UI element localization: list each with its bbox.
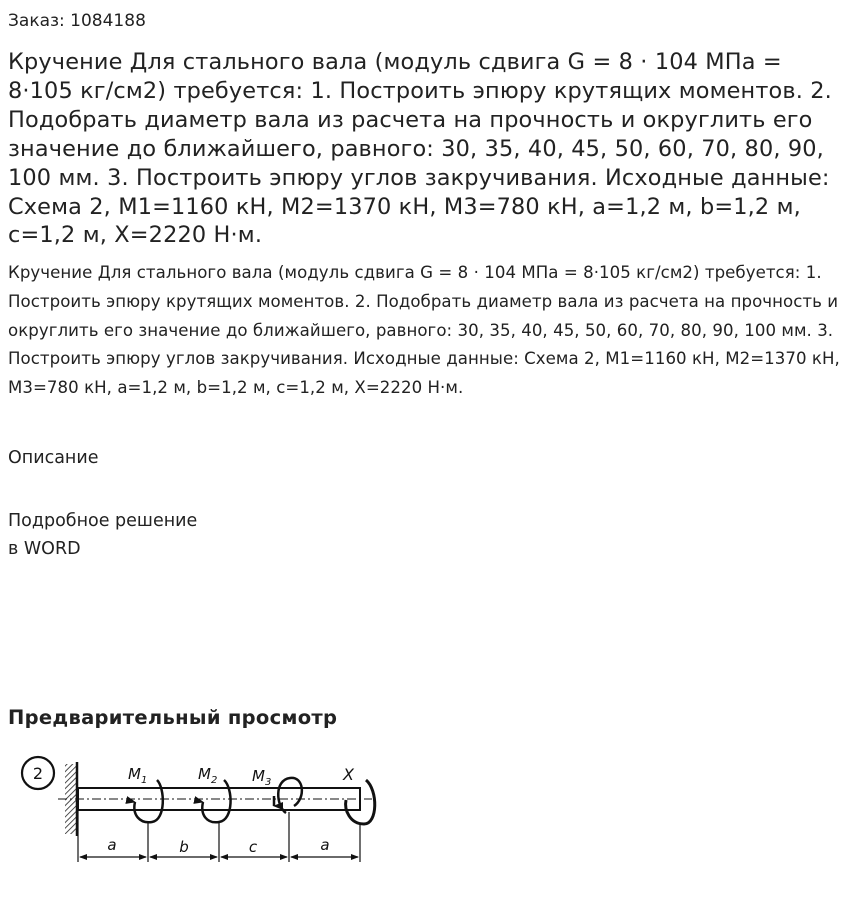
preview-heading: Предварительный просмотр: [8, 706, 338, 729]
solution-info: [8, 507, 197, 563]
segment-label-4: a: [320, 836, 330, 854]
moment-m2-subscript: 2: [210, 775, 218, 786]
moment-m1-label: M: [128, 765, 141, 783]
moment-m3-subscript: 3: [264, 777, 272, 788]
moment-x-label: X: [343, 765, 354, 784]
svg-text:M3: [252, 767, 271, 788]
task-description: Кручение Для стального вала (модуль сдвига G = 8 · 104 МПа = 8·105 кг/см2) требуется: 1. Построить эпюру крутящих моментов. 2. Подобрать диаметр вала из расчета на прочность и округлить его значение до ближайшего, равного: 30, 35, 40, 45, 50, 60, 70, 80, 90, 100 мм. 3. Построить эпюру углов закручивания. Исходные данные: Схема 2, М1=1160 кН, М2=1370 кН, М3=780 кН, a=1,2 м, b=1,2 м, c=1,2 м, X=2220 Н·м.: [8, 263, 840, 398]
segment-label-1: a: [107, 836, 117, 854]
order-number: Заказ: 1084188: [8, 11, 146, 31]
shaft-scheme-diagram: [0, 740, 400, 880]
page-title: Кручение Для стального вала (модуль сдвига G = 8 · 104 МПа = 8·105 кг/см2) требуется: 1. Построить эпюру крутящих моментов. 2. Подобрать диаметр вала из расчета на прочность и округлить его значение до ближайшего, равного: 30, 35, 40, 45, 50, 60, 70, 80, 90, 100 мм. 3. Построить эпюру углов закручивания. Исходные данные: Схема 2, М1=1160 кН, М2=1370 кН, М3=780 кН, a=1,2 м, b=1,2 м, c=1,2 м, X=2220 Н·м.: [8, 49, 832, 249]
segment-label-3: c: [248, 838, 258, 856]
moment-m3-label: M: [252, 767, 265, 785]
solution-line-2: в WORD: [8, 539, 81, 559]
svg-text:M1: [128, 765, 147, 786]
moment-m1-subscript: 1: [140, 775, 148, 786]
dimension-lines: [78, 810, 360, 862]
solution-line-1: Подробное решение: [8, 511, 198, 531]
moment-m2-label: M: [198, 765, 211, 783]
scheme-number-badge: [22, 757, 54, 789]
scheme-number: 2: [32, 764, 44, 783]
segment-label-2: b: [179, 838, 189, 856]
description-heading: Описание: [8, 448, 99, 468]
svg-text:M2: [198, 765, 217, 786]
